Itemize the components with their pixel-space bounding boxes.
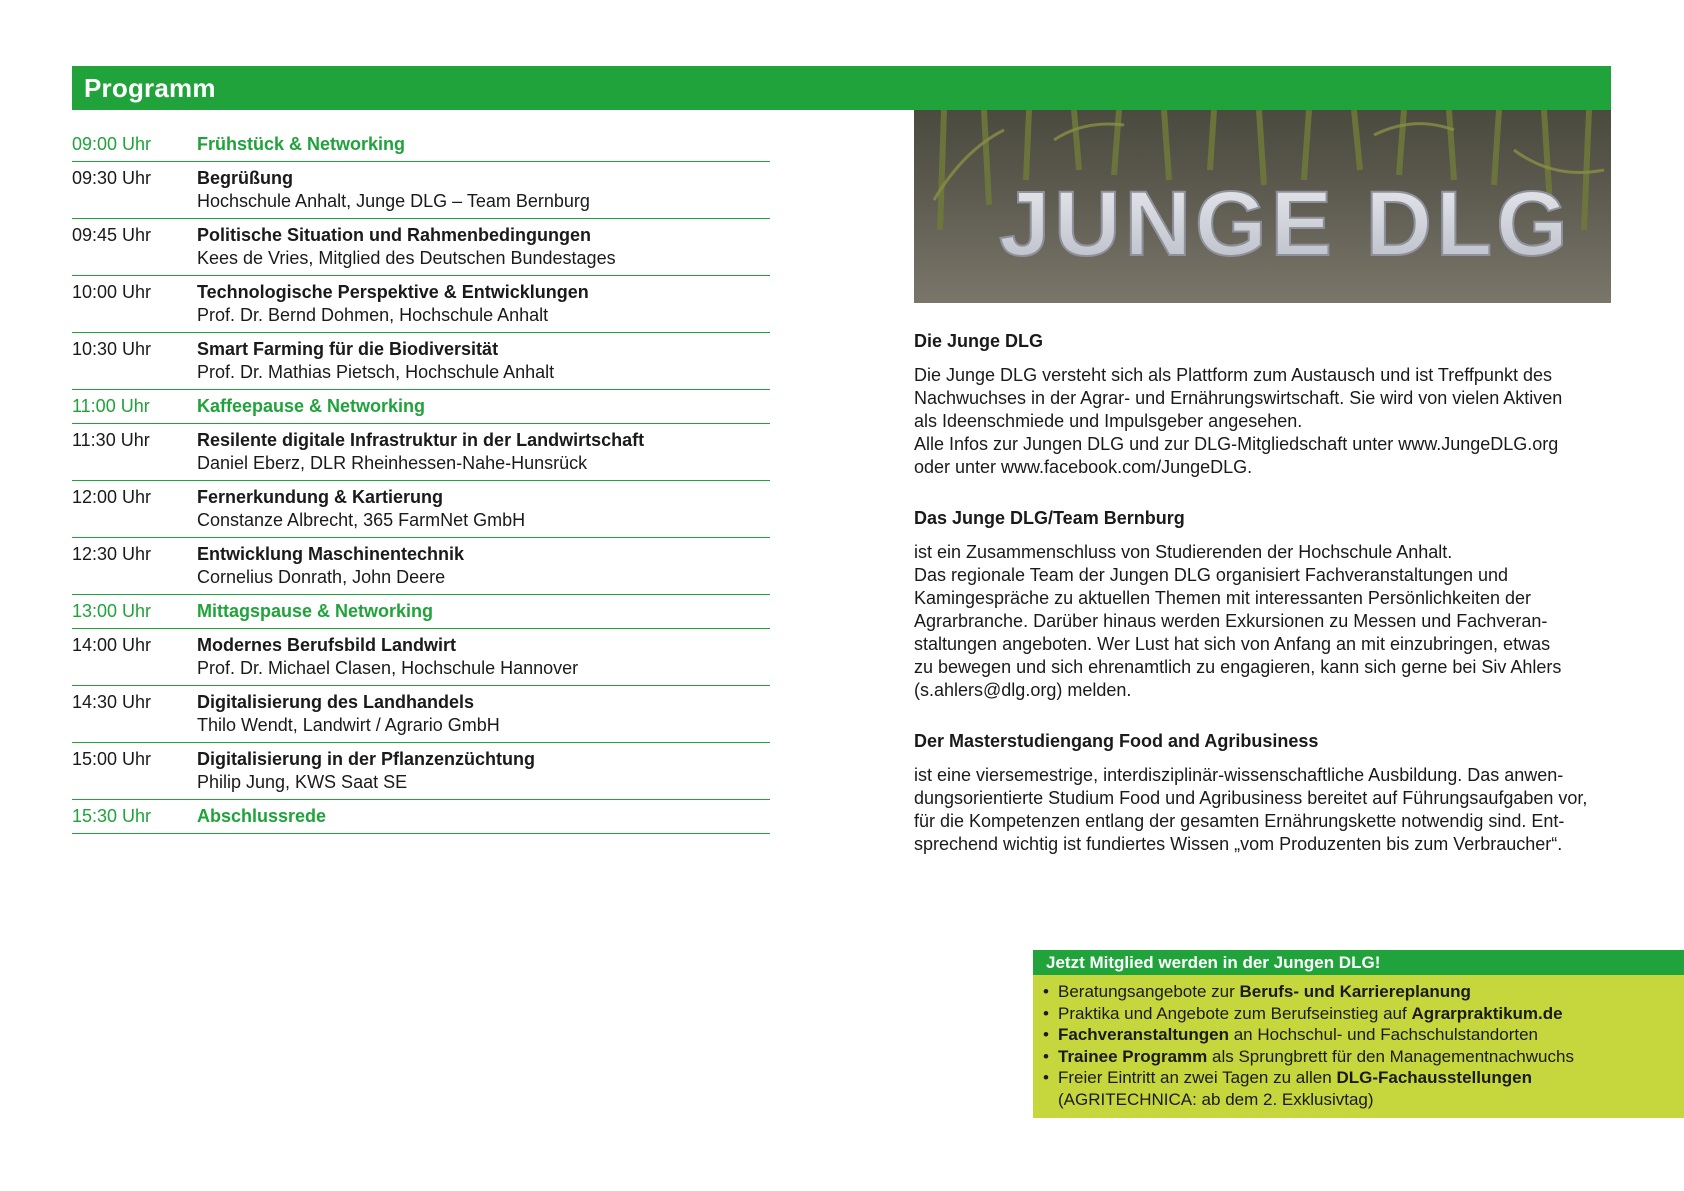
header-bar bbox=[72, 66, 1611, 110]
program-speaker: Thilo Wendt, Landwirt / Agrario GmbH bbox=[197, 715, 500, 735]
program-time: 12:30 Uhr bbox=[72, 544, 152, 564]
program-title: Frühstück & Networking bbox=[197, 134, 406, 154]
program-list bbox=[72, 128, 770, 834]
program-speaker: Kees de Vries, Mitglied des Deutschen Bundestages bbox=[197, 248, 616, 268]
program-content bbox=[197, 600, 770, 623]
program-speaker: Philip Jung, KWS Saat SE bbox=[197, 772, 408, 792]
program-title: Fernerkundung & Kartierung bbox=[197, 487, 444, 507]
program-content bbox=[197, 748, 770, 794]
program-time: 09:00 Uhr bbox=[72, 134, 152, 154]
program-time: 12:00 Uhr bbox=[72, 487, 152, 507]
program-time: 11:00 Uhr bbox=[72, 396, 150, 416]
section-heading: Der Masterstudiengang Food and Agribusiness bbox=[914, 731, 1319, 751]
program-content bbox=[197, 429, 770, 475]
info-section bbox=[914, 330, 1614, 479]
program-content bbox=[197, 543, 770, 589]
program-title: Digitalisierung in der Pflanzenzüchtung bbox=[197, 749, 536, 769]
program-title: Abschlussrede bbox=[197, 806, 327, 826]
page-title: Programm bbox=[84, 73, 216, 103]
program-speaker: Hochschule Anhalt, Junge DLG – Team Bernburg bbox=[197, 191, 590, 211]
program-content bbox=[197, 281, 770, 327]
program-content bbox=[197, 395, 770, 418]
bullet-icon: • bbox=[1043, 1046, 1049, 1066]
program-time: 09:30 Uhr bbox=[72, 168, 152, 188]
program-title: Resilente digitale Infrastruktur in der Landwirtschaft bbox=[197, 430, 645, 450]
program-time: 15:30 Uhr bbox=[72, 806, 152, 826]
program-title: Modernes Berufsbild Landwirt bbox=[197, 635, 457, 655]
program-speaker: Prof. Dr. Michael Clasen, Hochschule Hannover bbox=[197, 658, 579, 678]
program-speaker: Cornelius Donrath, John Deere bbox=[197, 567, 446, 587]
program-speaker: Prof. Dr. Bernd Dohmen, Hochschule Anhalt bbox=[197, 305, 549, 325]
program-title: Entwicklung Maschinentechnik bbox=[197, 544, 465, 564]
section-body: Die Junge DLG versteht sich als Plattform zum Austausch und ist Treffpunkt des Nachwuchses in der Agrar- und Ernährungswirtschaft. Sie wird von vielen Aktiven als Ideenschmiede und Impulsgeber angesehen. Alle Infos zur Jungen DLG und zur DLG-Mitgliedschaft unter www.JungeDLG.org oder unter www.facebook.com/JungeDLG. bbox=[914, 365, 1563, 477]
membership-item-highlight: DLG-Fachausstellungen bbox=[1336, 1068, 1532, 1087]
program-speaker: Daniel Eberz, DLR Rheinhessen-Nahe-Hunsrück bbox=[197, 453, 588, 473]
program-time: 14:30 Uhr bbox=[72, 692, 152, 712]
membership-item-highlight: Trainee Programm bbox=[1058, 1046, 1208, 1066]
bullet-icon: • bbox=[1043, 1025, 1049, 1044]
program-title: Kaffeepause & Networking bbox=[197, 396, 426, 416]
program-row bbox=[72, 128, 770, 162]
info-sections bbox=[914, 330, 1614, 884]
program-speaker: Prof. Dr. Mathias Pietsch, Hochschule Anhalt bbox=[197, 362, 555, 382]
program-row bbox=[72, 390, 770, 424]
program-content bbox=[197, 691, 770, 737]
membership-heading: Jetzt Mitglied werden in der Jungen DLG! bbox=[1033, 950, 1684, 975]
membership-item bbox=[1041, 1046, 1684, 1068]
program-row bbox=[72, 276, 770, 333]
membership-item-text: Beratungsangebote zur bbox=[1058, 982, 1240, 1001]
membership-item bbox=[1041, 981, 1684, 1003]
program-content bbox=[197, 338, 770, 384]
program-row bbox=[72, 219, 770, 276]
membership-box bbox=[1033, 950, 1684, 1118]
program-content bbox=[197, 167, 770, 213]
program-row bbox=[72, 800, 770, 834]
membership-item-text: Freier Eintritt an zwei Tagen zu allen bbox=[1058, 1068, 1337, 1087]
program-content bbox=[197, 634, 770, 680]
program-time: 10:00 Uhr bbox=[72, 282, 152, 302]
program-time: 09:45 Uhr bbox=[72, 225, 152, 245]
program-row bbox=[72, 162, 770, 219]
membership-item-highlight: Berufs- und Karriereplanung bbox=[1239, 982, 1471, 1001]
program-title: Politische Situation und Rahmenbedingungen bbox=[197, 225, 592, 245]
program-speaker: Constanze Albrecht, 365 FarmNet GmbH bbox=[197, 510, 526, 530]
bullet-icon: • bbox=[1043, 982, 1049, 1001]
bullet-icon: • bbox=[1043, 1068, 1049, 1087]
program-row bbox=[72, 629, 770, 686]
program-content bbox=[197, 805, 770, 828]
program-time: 14:00 Uhr bbox=[72, 635, 152, 655]
section-heading: Das Junge DLG/Team Bernburg bbox=[914, 508, 1185, 528]
info-section bbox=[914, 730, 1614, 856]
program-title: Technologische Perspektive & Entwicklungen bbox=[197, 282, 589, 302]
membership-item bbox=[1041, 1003, 1684, 1025]
membership-list bbox=[1033, 981, 1684, 1110]
membership-item bbox=[1041, 1067, 1684, 1089]
program-time: 10:30 Uhr bbox=[72, 339, 152, 359]
membership-item-text: als Sprungbrett für den Managementnachwuchs bbox=[1207, 1046, 1574, 1066]
program-row bbox=[72, 686, 770, 743]
photo-lettering: JUNGE DLG bbox=[999, 173, 1572, 275]
section-heading: Die Junge DLG bbox=[914, 331, 1044, 351]
program-row bbox=[72, 424, 770, 481]
program-row bbox=[72, 595, 770, 629]
program-time: 13:00 Uhr bbox=[72, 601, 152, 621]
program-row bbox=[72, 481, 770, 538]
program-row bbox=[72, 538, 770, 595]
membership-item bbox=[1041, 1024, 1684, 1046]
info-section bbox=[914, 507, 1614, 702]
program-content bbox=[197, 224, 770, 270]
membership-note: (AGRITECHNICA: ab dem 2. Exklusivtag) bbox=[1058, 1089, 1374, 1109]
membership-item-highlight: Agrarpraktikum.de bbox=[1411, 1003, 1563, 1023]
program-content bbox=[197, 133, 770, 156]
program-title: Begrüßung bbox=[197, 168, 293, 188]
membership-item-text: Praktika und Angebote zum Berufseinstieg auf bbox=[1058, 1003, 1412, 1023]
program-content bbox=[197, 486, 770, 532]
program-title: Smart Farming für die Biodiversität bbox=[197, 339, 499, 359]
program-title: Digitalisierung des Landhandels bbox=[197, 692, 475, 712]
section-body: ist eine viersemestrige, interdisziplinär-wissenschaftliche Ausbildung. Das anwen- dungsorientierte Studium Food und Agribusiness bereitet auf Führungsaufgaben vor, für die Kompetenzen entlang der gesamten Ernährungskette notwendig sind. Ent- sprechend wichtig ist fundiertes Wissen „vom Produzenten bis zum Verbraucher“. bbox=[914, 765, 1588, 854]
program-title: Mittagspause & Networking bbox=[197, 601, 434, 621]
program-row bbox=[72, 333, 770, 390]
membership-item-highlight: Fachveranstaltungen bbox=[1058, 1025, 1229, 1044]
bullet-icon: • bbox=[1043, 1003, 1049, 1023]
program-row bbox=[72, 743, 770, 800]
junge-dlg-photo bbox=[914, 110, 1611, 303]
program-time: 15:00 Uhr bbox=[72, 749, 152, 769]
membership-item-text: an Hochschul- und Fachschulstandorten bbox=[1229, 1025, 1539, 1044]
section-body: ist ein Zusammenschluss von Studierenden der Hochschule Anhalt. Das regionale Team der Jungen DLG organisiert Fachveranstaltungen und Kamingespräche zu aktuellen Themen mit interessanten Persönlichkeiten der Agrarbranche. Darüber hinaus werden Exkursionen zu Messen und Fachveran- staltungen angeboten. Wer Lust hat sich von Anfang an mit einzubringen, etwas zu bewegen und sich ehrenamtlich zu engagieren, kann sich gerne bei Siv Ahlers (s.ahlers@dlg.org) melden. bbox=[914, 542, 1562, 700]
program-time: 11:30 Uhr bbox=[72, 430, 150, 450]
